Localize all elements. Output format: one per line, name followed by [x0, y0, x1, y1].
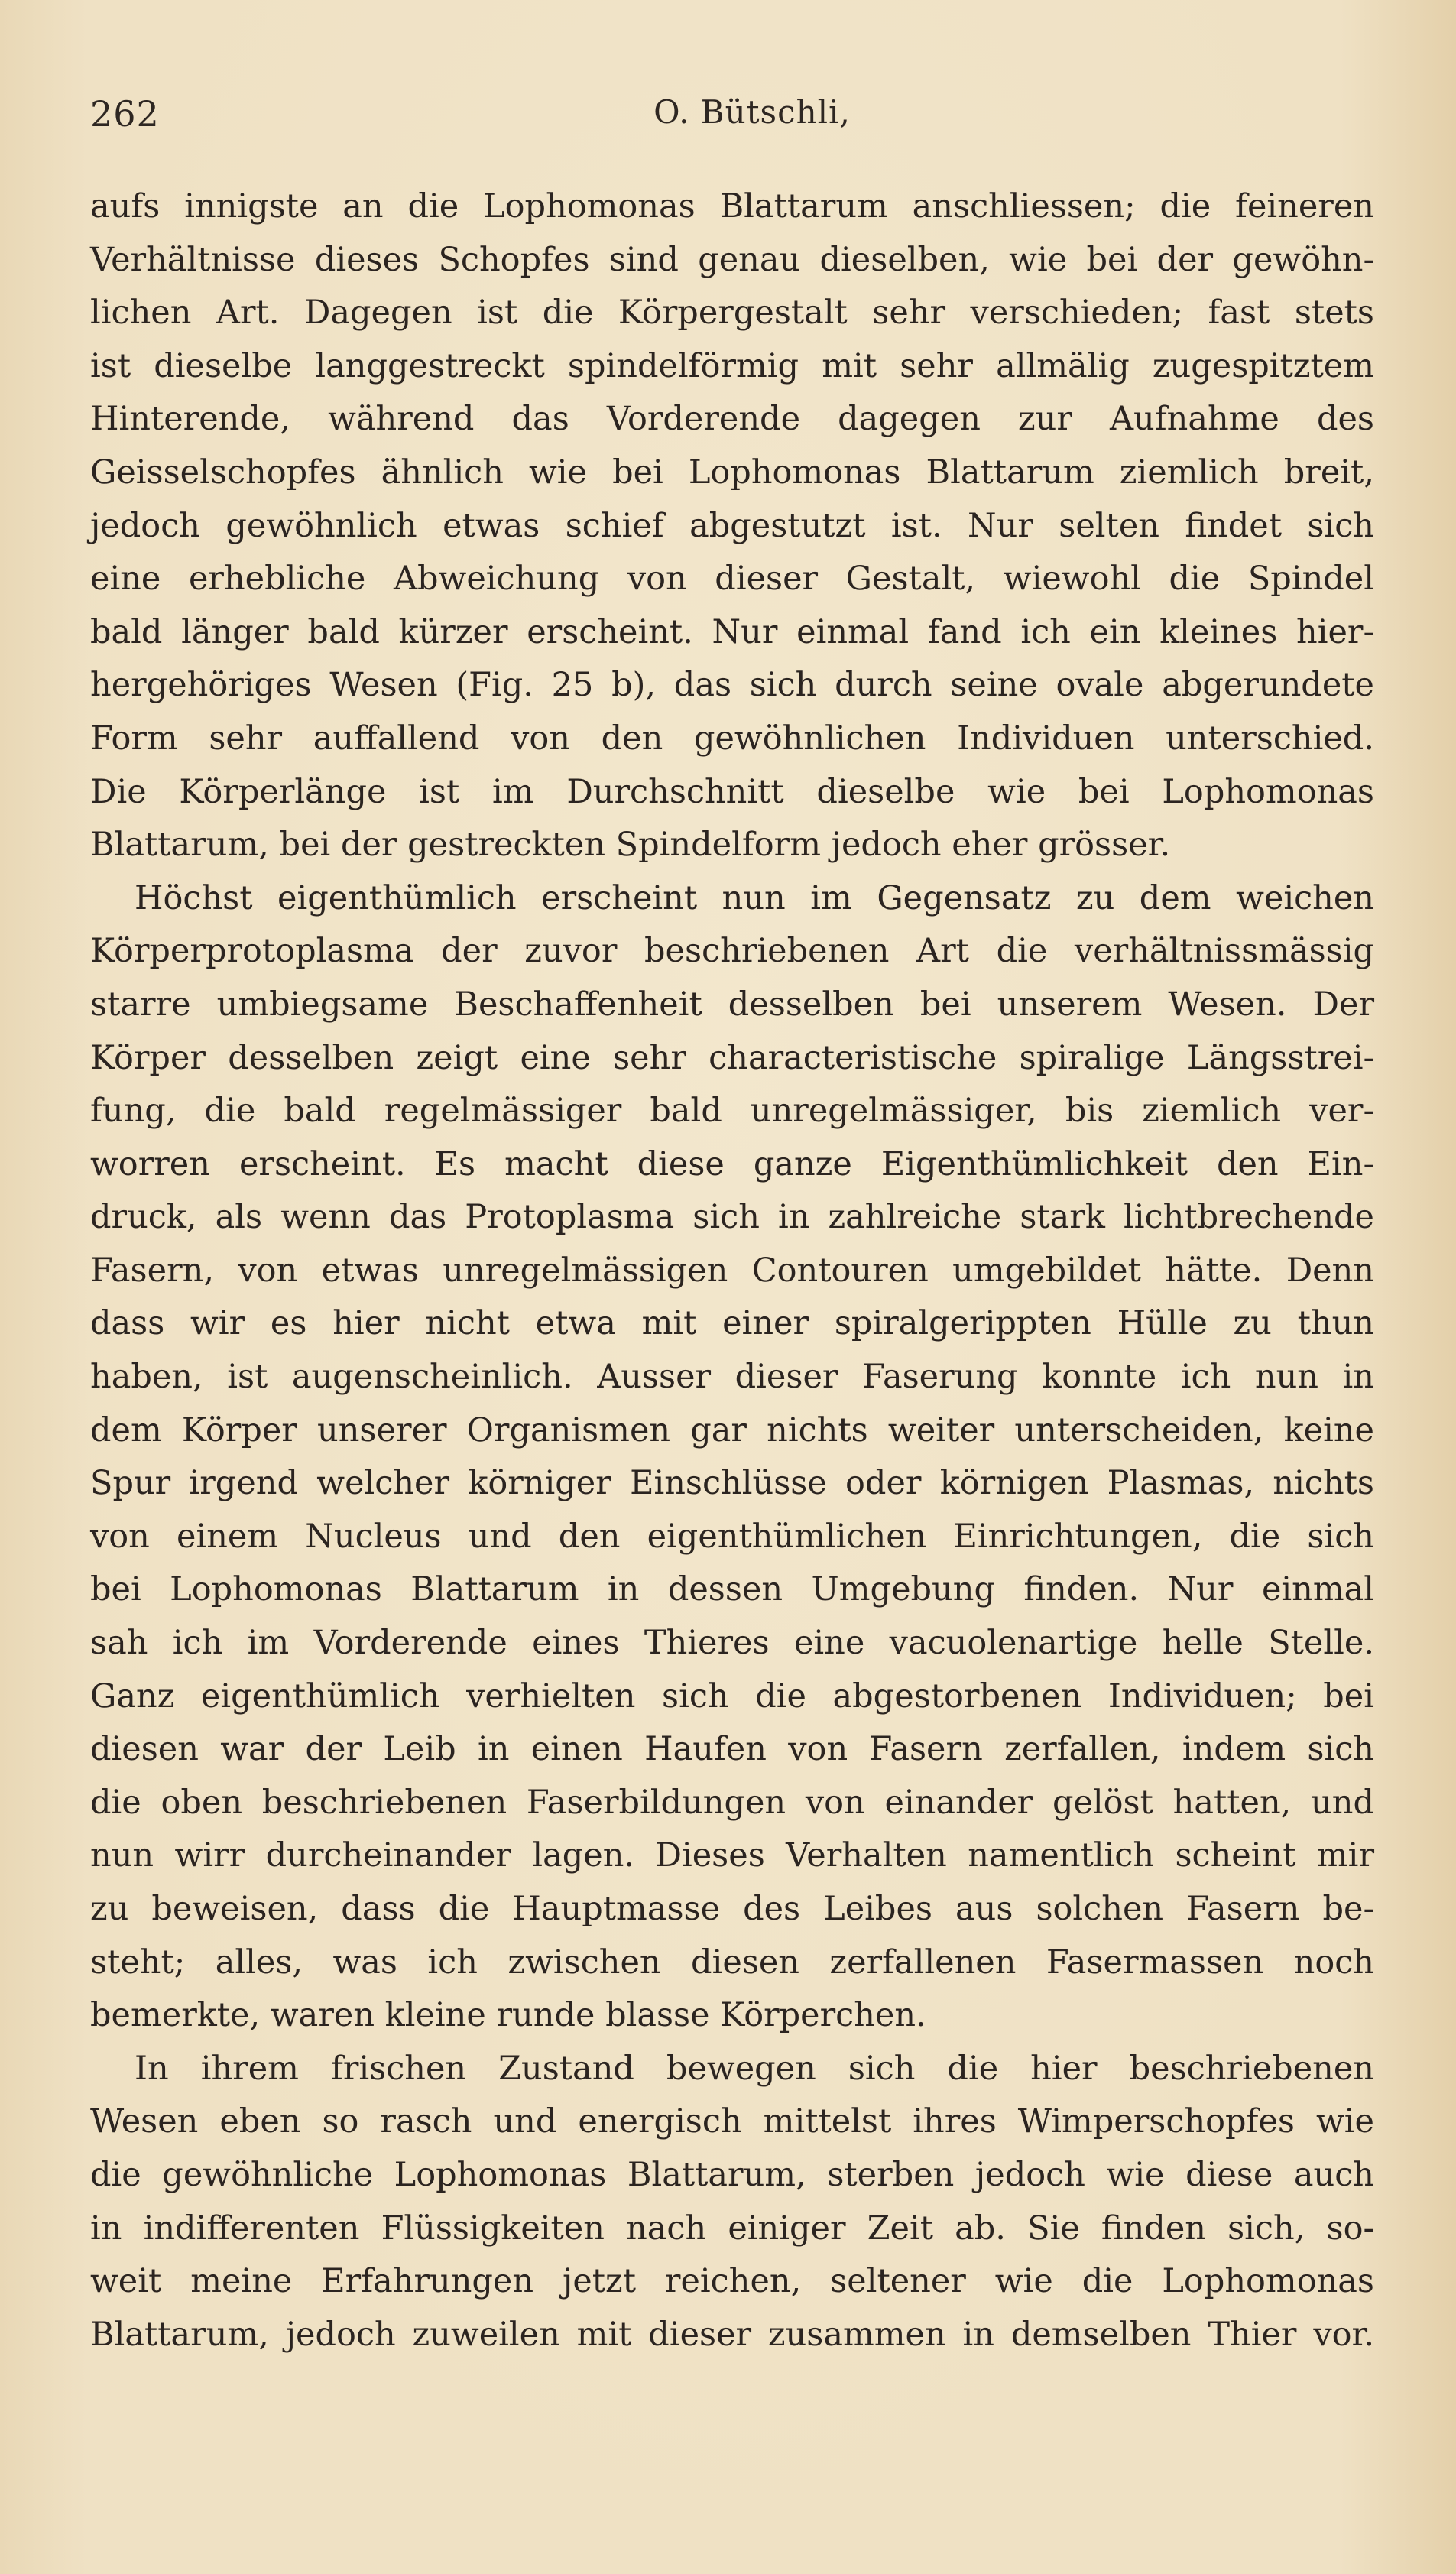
- running-head-author: O. Bütschli,: [653, 93, 851, 131]
- text-line: ist dieselbe langgestreckt spindelförmig mit sehr allmälig zugespitztem: [90, 346, 1374, 385]
- text-line: lichen Art. Dagegen ist die Körpergestalt sehr verschieden; fast stets: [90, 294, 1374, 333]
- text-line: bei Lophomonas Blattarum in dessen Umgebung finden. Nur einmal: [90, 1570, 1374, 1609]
- text-line: worren erscheint. Es macht diese ganze Eigenthümlichkeit den Ein-: [90, 1144, 1374, 1183]
- text-line: Höchst eigenthümlich erscheint nun im Gegensatz zu dem weichen: [135, 878, 1374, 917]
- page-number: 262: [90, 93, 160, 135]
- paragraph-3: [90, 2043, 1374, 2362]
- text-line: eine erhebliche Abweichung von dieser Gestalt, wiewohl die Spindel: [90, 560, 1374, 599]
- text-line: Verhältnisse dieses Schopfes sind genau dieselben, wie bei der gewöhn-: [90, 240, 1374, 279]
- text-line: die gewöhnliche Lophomonas Blattarum, sterben jedoch wie diese auch: [90, 2155, 1374, 2194]
- text-line: aufs innigste an die Lophomonas Blattarum anschliessen; die feineren: [90, 187, 1374, 226]
- text-line: diesen war der Leib in einen Haufen von Fasern zerfallen, indem sich: [90, 1730, 1374, 1769]
- text-line: Wesen eben so rasch und energisch mittelst ihres Wimperschopfes wie: [90, 2102, 1374, 2141]
- text-line: In ihrem frischen Zustand bewegen sich die hier beschriebenen: [135, 2049, 1374, 2088]
- text-line: dass wir es hier nicht etwa mit einer spiralgerippten Hülle zu thun: [90, 1304, 1374, 1343]
- text-line: Hinterende, während das Vorderende dagegen zur Aufnahme des: [90, 400, 1374, 439]
- text-line: von einem Nucleus und den eigenthümlichen Einrichtungen, die sich: [90, 1517, 1374, 1556]
- paragraph-2: [90, 872, 1374, 2043]
- text-line: Körper desselben zeigt eine sehr characteristische spiralige Längsstrei-: [90, 1038, 1374, 1077]
- text-line: die oben beschriebenen Faserbildungen von einander gelöst hatten, und: [90, 1783, 1374, 1822]
- text-line: Die Körperlänge ist im Durchschnitt dieselbe wie bei Lophomonas: [90, 772, 1374, 811]
- text-line: zu beweisen, dass die Hauptmasse des Leibes aus solchen Fasern be-: [90, 1890, 1374, 1928]
- text-line: in indifferenten Flüssigkeiten nach einiger Zeit ab. Sie finden sich, so-: [90, 2209, 1374, 2248]
- text-line: dem Körper unserer Organismen gar nichts weiter unterscheiden, keine: [90, 1410, 1374, 1449]
- text-line: Fasern, von etwas unregelmässigen Contouren umgebildet hätte. Denn: [90, 1251, 1374, 1290]
- text-line: Ganz eigenthümlich verhielten sich die abgestorbenen Individuen; bei: [90, 1677, 1374, 1715]
- text-line: haben, ist augenscheinlich. Ausser dieser Faserung konnte ich nun in: [90, 1358, 1374, 1397]
- text-line: Körperprotoplasma der zuvor beschriebenen Art die verhältnissmässig: [90, 932, 1374, 971]
- text-line: bemerkte, waren kleine runde blasse Körperchen.: [90, 1996, 926, 2035]
- text-line: Spur irgend welcher körniger Einschlüsse oder körnigen Plasmas, nichts: [90, 1464, 1374, 1503]
- text-line: sah ich im Vorderende eines Thieres eine vacuolenartige helle Stelle.: [90, 1624, 1374, 1663]
- text-line: Form sehr auffallend von den gewöhnlichen Individuen unterschied.: [90, 719, 1374, 758]
- text-line: bald länger bald kürzer erscheint. Nur einmal fand ich ein kleines hier-: [90, 612, 1374, 651]
- text-line: Blattarum, jedoch zuweilen mit dieser zusammen in demselben Thier vor.: [90, 2315, 1374, 2354]
- paragraph-1: [90, 180, 1374, 872]
- text-line: fung, die bald regelmässiger bald unregelmässiger, bis ziemlich ver-: [90, 1092, 1374, 1131]
- text-line: starre umbiegsame Beschaffenheit desselben bei unserem Wesen. Der: [90, 985, 1374, 1024]
- text-line: druck, als wenn das Protoplasma sich in zahlreiche stark lichtbrechende: [90, 1198, 1374, 1237]
- text-line: steht; alles, was ich zwischen diesen zerfallenen Fasermassen noch: [90, 1943, 1374, 1982]
- running-head: [90, 93, 1368, 147]
- body-text: [90, 180, 1374, 2361]
- text-line: hergehöriges Wesen (Fig. 25 b), das sich durch seine ovale abgerundete: [90, 666, 1374, 705]
- text-line: jedoch gewöhnlich etwas schief abgestutzt ist. Nur selten findet sich: [90, 506, 1374, 545]
- text-line: Geisselschopfes ähnlich wie bei Lophomonas Blattarum ziemlich breit,: [90, 453, 1374, 492]
- text-line: weit meine Erfahrungen jetzt reichen, seltener wie die Lophomonas: [90, 2262, 1374, 2301]
- text-line: nun wirr durcheinander lagen. Dieses Verhalten namentlich scheint mir: [90, 1836, 1374, 1875]
- text-line: Blattarum, bei der gestreckten Spindelform jedoch eher grösser.: [90, 826, 1171, 865]
